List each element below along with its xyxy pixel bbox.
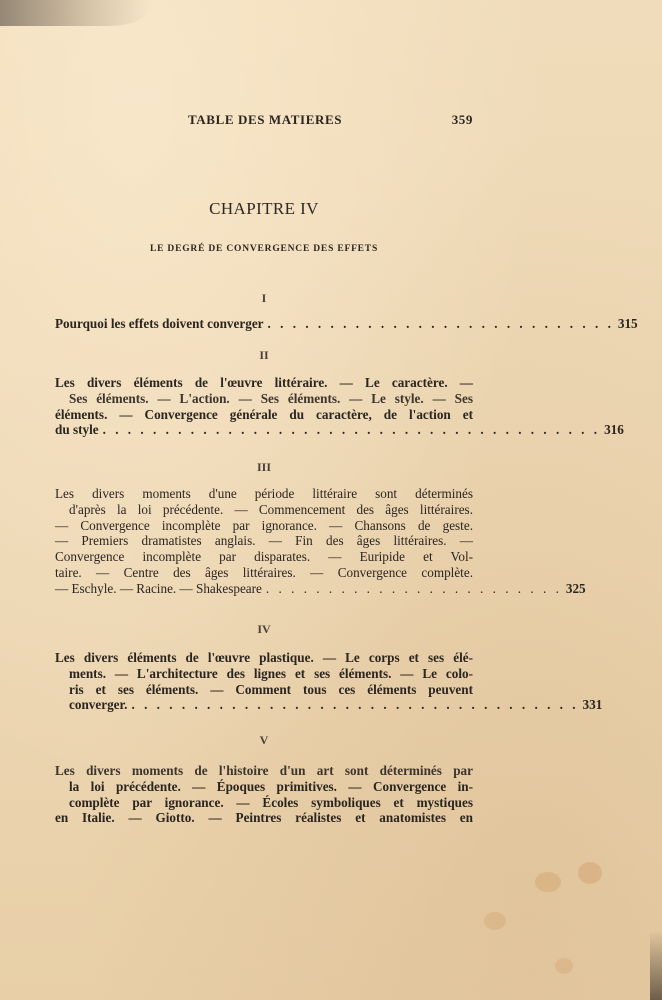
toc-line: Ses éléments. — L'action. — Ses éléments. — Le style. — Ses — [69, 390, 473, 406]
toc-line: taire. — Centre des âges littéraires. — Convergence complète. — [55, 564, 473, 580]
section-numeral: I — [261, 291, 267, 305]
toc-page-number: 331 — [582, 697, 603, 713]
dot-leader: . . . . . . . . . . . . . . . . . . . . . . . . — [265, 580, 562, 596]
toc-entry — [55, 486, 586, 597]
toc-line: en Italie. — Giotto. — Peintres réalistes et anatomistes en — [55, 810, 473, 826]
toc-page-number: 315 — [617, 316, 638, 331]
toc-line: Les divers éléments de l'œuvre plastique. — Le corps et ses élé- — [55, 650, 473, 665]
section-numeral: III — [256, 460, 271, 474]
toc-line: éléments. — Convergence générale du caractère, de l'action et — [55, 406, 473, 422]
toc-line: — Premiers dramatistes anglais. — Fin des âges littéraires. — — [55, 533, 473, 549]
toc-line: ments. — L'architecture des lignes et ses éléments. — Le colo- — [69, 665, 473, 681]
page-number: 359 — [451, 112, 473, 127]
toc-page-number: 325 — [565, 580, 586, 596]
section-numeral: IV — [257, 622, 271, 636]
paper-stain — [555, 958, 573, 974]
toc-line: Les divers moments d'une période littéraire sont déterminés — [55, 486, 473, 501]
toc-line: complète par ignorance. — Écoles symboliques et mystiques — [69, 794, 473, 810]
paper-stain — [484, 912, 506, 930]
page-edge-shadow — [650, 930, 662, 1000]
dot-leader: . . . . . . . . . . . . . . . . . . . . . . . . . . . . — [267, 316, 614, 331]
toc-line: ris et ses éléments. — Comment tous ces éléments peuvent — [69, 681, 473, 697]
toc-line: Pourquoi les effets doivent converger . . . . . . . . . . . . . . . . . . . . . . . . . . . . 315 — [55, 316, 638, 331]
toc-line: Les divers moments de l'histoire d'un art sont déterminés par — [55, 763, 473, 778]
toc-line: d'après la loi précédente. — Commencement des âges littéraires. — [69, 501, 473, 517]
toc-line: Convergence incomplète par disparates. — Euripide et Vol- — [55, 549, 473, 565]
toc-line: la loi précédente. — Époques primitives. — Convergence in- — [69, 778, 473, 794]
paper-stain — [578, 862, 602, 884]
running-head-title: TABLE DES MATIERES — [188, 112, 343, 127]
dot-leader: . . . . . . . . . . . . . . . . . . . . . . . . . . . . . . . . . . . . — [131, 697, 579, 713]
toc-line: — Eschyle. — Racine. — Shakespeare . . . . . . . . . . . . . . . . . . . . . . . . 325 — [55, 580, 586, 596]
dot-leader: . . . . . . . . . . . . . . . . . . . . . . . . . . . . . . . . . . . . . . . . — [102, 422, 601, 438]
toc-line: Les divers éléments de l'œuvre littéraire. — Le caractère. — — [55, 375, 473, 390]
section-numeral: II — [259, 348, 269, 362]
toc-entry — [55, 316, 638, 332]
toc-line: du style . . . . . . . . . . . . . . . . . . . . . . . . . . . . . . . . . . . . . . . . 316 — [55, 422, 624, 438]
section-numeral: V — [259, 733, 269, 747]
toc-line: — Convergence incomplète par ignorance. — Chansons de geste. — [55, 517, 473, 533]
toc-entry — [55, 763, 473, 826]
toc-entry — [55, 650, 603, 713]
chapter-title: CHAPITRE IV — [209, 199, 319, 218]
toc-page-number: 316 — [604, 422, 624, 438]
chapter-subtitle: LE DEGRÉ DE CONVERGENCE DES EFFETS — [149, 244, 379, 254]
paper-stain — [535, 872, 561, 892]
page-corner-damage — [0, 0, 150, 26]
running-head — [55, 112, 473, 130]
toc-entry — [55, 375, 624, 438]
toc-line: converger. . . . . . . . . . . . . . . . . . . . . . . . . . . . . . . . . . . . . 331 — [69, 697, 603, 713]
